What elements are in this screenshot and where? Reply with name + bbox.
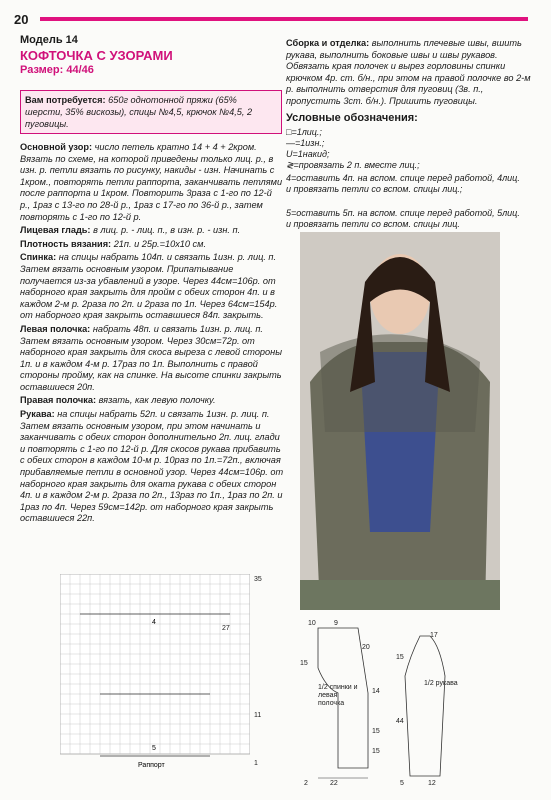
page-number: 20	[14, 12, 29, 27]
dim-label: 22	[330, 780, 338, 787]
cable-5-label: 5	[152, 745, 156, 752]
dim-label: 12	[428, 780, 436, 787]
knitting-chart	[60, 574, 250, 770]
dim-label: 20	[362, 644, 370, 651]
section-stockinette: Лицевая гладь: в лиц. р. - лиц. п., в изн. р. - изн. п.	[20, 225, 241, 236]
dim-label: 15	[372, 748, 380, 755]
assembly-block: Сборка и отделка: выполнить плечевые швы, вшить рукава, выполнить боковые швы и швы рукавов. Обвязать края полочек и вырез горловины спинки крючком 4р. ст. б/н., при этом на правой полочке во 2-м р. выполнить отверстия для пуговиц (3в. п., пропустить 3ст. б/н.). Пришить пуговицы.	[286, 38, 531, 106]
section-right-front: Правая полочка: вязать, как левую полочку.	[20, 395, 216, 406]
rapport-label: Раппорт	[138, 762, 165, 769]
dim-label: 5	[400, 780, 404, 787]
row-label-11: 11	[254, 712, 262, 719]
sleeve-schematic	[400, 626, 540, 791]
section-sleeves: Рукава: на спицы набрать 52п. и связать 1изн. р. лиц. п. Затем вязать основным узором, при этом начинать и заканчивать с обеих сторон дополнительно 2п. лиц. глади и повторять с 1-го по 12-й р. Для скосов рукава прибавить с обеих сторон в каждом 10-м р. 10раз по 1п.=72п., включая прибавляемые петли в основной узор. Через 44см=106р. от наборного края закрыть для оката рукава с обеих сторон 4п. и в каждом 2-м р. 2раза по 2п., 13раз по 1п., 1раз по 2п. и 1раз по 4п. Через 59см=142р. от наборного края закрыть оставшиеся 22п.	[20, 409, 284, 524]
section-left-front: Левая полочка: набрать 48п. и связать 1изн. р. лиц. п. Затем вязать основным узором. Через 30см=72р. от наборного края закрыть для скоса выреза с левой стороны 1п. и в каждом 4-м р. 17раз по 1п. Выполнить с правой стороны пройму, как на спинке. На высоте спинки закрыть оставшиеся 20п.	[20, 323, 282, 392]
page-title: КОФТОЧКА С УЗОРАМИ	[20, 48, 173, 63]
dim-label: 17	[430, 632, 438, 639]
dim-label: 10	[308, 620, 316, 627]
sleeve-schematic-label: 1/2 рукава	[424, 680, 458, 687]
model-photo	[300, 232, 500, 610]
dim-label: 15	[372, 728, 380, 735]
header-bar	[40, 17, 528, 21]
legend-item: U=1накид;	[286, 149, 330, 159]
dim-label: 14	[372, 688, 380, 695]
section-gauge: Плотность вязания: 21п. и 25р.=10х10 см.	[20, 238, 207, 249]
body-schematic-label: 1/2 спинки и левая полочка	[318, 684, 358, 707]
size-label: Размер: 44/46	[20, 64, 94, 76]
legend-item: —=1изн.;	[286, 138, 325, 148]
materials-label: Вам потребуется:	[25, 95, 106, 105]
section-back: Спинка: на спицы набрать 104п. и связать 1изн. р. лиц. п. Затем вязать основным узором. Припатывание получается из-за убавлений в узоре. Через 44см=106р. от наборного края закрыть для пройм с обеих сторон 4п. и в каждом 2-м р. 2раза по 2п. и 2раза по 1п. Через 64см=154р. от наборного края закрыть оставшиеся 84п. закрыть.	[20, 252, 278, 321]
cable-4-label: 4	[152, 619, 156, 626]
materials-text: 650г однотонной пряжи (65% шерсти, 35% вискозы), спицы №4,5, крючок №4,5, 2 пуговицы.	[25, 95, 253, 129]
legend-item: □=1лиц.;	[286, 127, 322, 137]
model-label: Модель 14	[20, 34, 78, 46]
row-label-35: 35	[254, 576, 262, 583]
legend-item: ≷=провязать 2 п. вместе лиц.;	[286, 160, 420, 170]
dim-label: 44	[396, 718, 404, 725]
dim-label: 15	[396, 654, 404, 661]
dim-label: 15	[300, 660, 308, 667]
instructions-column	[20, 142, 284, 527]
legend-item: 4=оставить 4п. на вспом. спице перед работой, 4лиц. и провязать петли со вспом. спицы лиц.;	[286, 173, 520, 194]
legend-item: 5=оставить 5п. на вспом. спице перед работой, 5лиц. и провязать петли со вспом. спицы лиц.	[286, 208, 520, 229]
dim-label: 2	[304, 780, 308, 787]
section-main-pattern: Основной узор: число петель кратно 14 + 4 + 2кром. Вязать по схеме, на которой приведены только лиц. р., в изн. р. петли вязать по рисунку, накиды - изн. Начинать с 1кром., повторять петли раппорта, заканчивать петлями после раппорта и 1кром. Повторить 3раза с 1-го по 12-й р., 1раз с 13-го по 28-й р., 1раз с 17-го по 36-й р., затем повторять с 1-го по 12-й р.	[20, 142, 283, 222]
materials-box	[20, 90, 282, 134]
row-label-1: 1	[254, 760, 258, 767]
row-label-27: 27	[222, 625, 230, 632]
dim-label: 9	[334, 620, 338, 627]
legend-title: Условные обозначения:	[286, 112, 418, 124]
